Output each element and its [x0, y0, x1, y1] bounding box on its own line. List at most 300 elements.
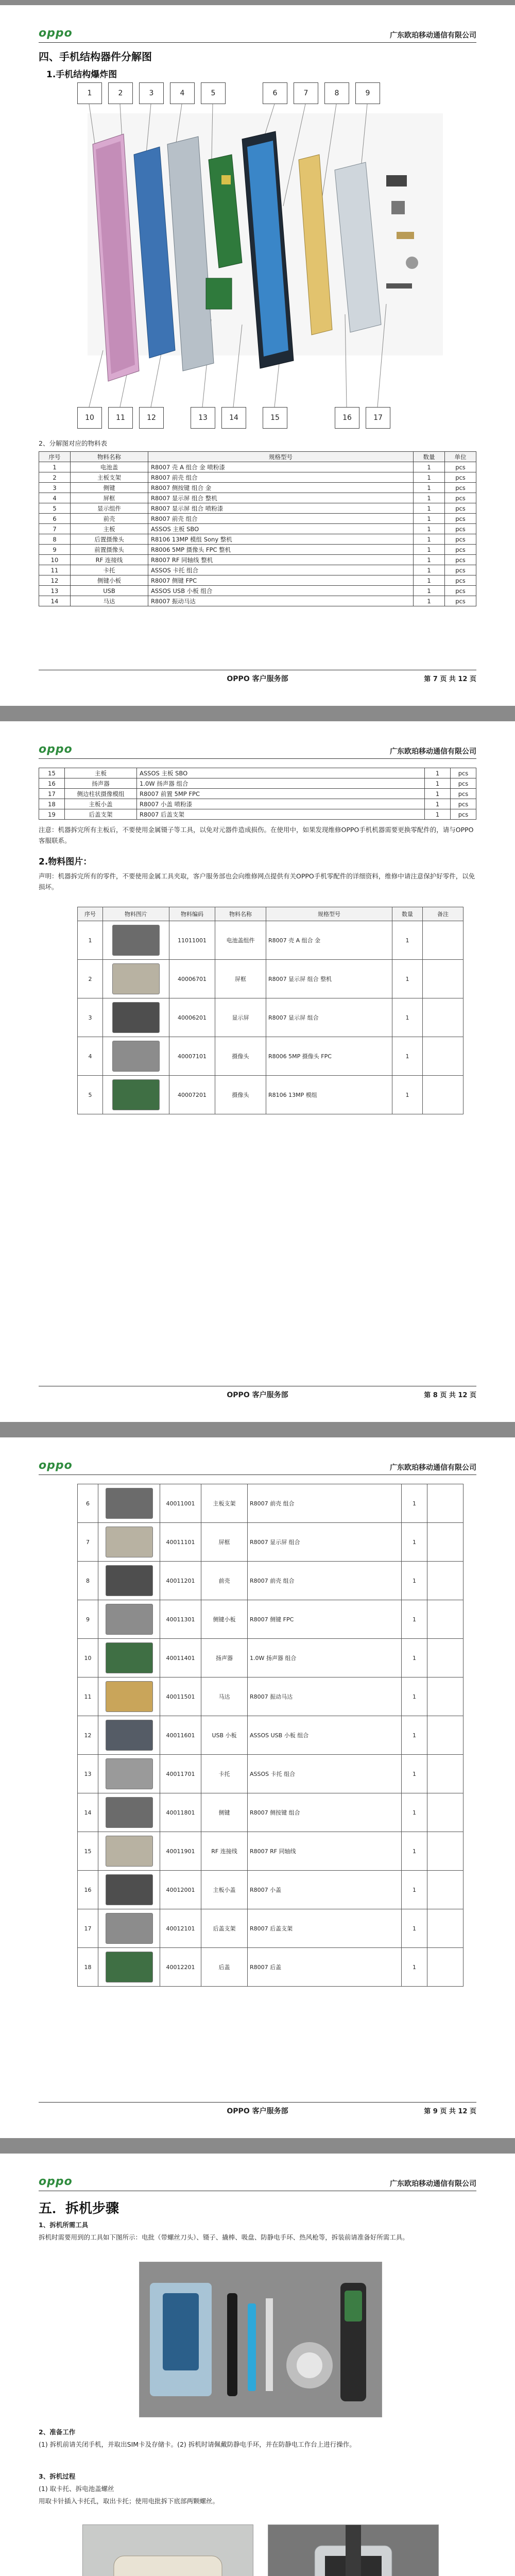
table-cell: 8	[78, 1562, 98, 1600]
page-footer	[39, 2102, 476, 2115]
table-cell: R8106 13MP 模组	[266, 1076, 392, 1114]
table-row	[39, 555, 476, 565]
part-image-cell	[98, 1523, 160, 1562]
parts-table-body	[39, 768, 476, 820]
table-cell: R8007 RF 同轴线	[248, 1832, 402, 1871]
table-row	[39, 789, 476, 799]
page-header	[39, 741, 476, 759]
part-image-cell	[98, 1639, 160, 1677]
table-cell: USB 小板	[201, 1716, 248, 1755]
page-footer	[39, 670, 476, 683]
step-subtitle: (1) 取卡托、拆电池盖螺丝	[39, 2485, 114, 2493]
table-row	[78, 1793, 464, 1832]
callout-15: 15	[263, 407, 287, 429]
part-thumbnail	[112, 1041, 160, 1072]
parts-picture-table-continued	[77, 1484, 464, 1987]
table-cell: 1	[402, 1832, 427, 1871]
part-image-cell	[98, 1755, 160, 1793]
table-cell: 1	[402, 1677, 427, 1716]
step-title: 1、拆机所需工具	[39, 2221, 89, 2229]
table-cell	[423, 921, 464, 960]
table-cell: 1	[414, 493, 445, 503]
table-row	[39, 493, 476, 503]
step-text: (1) 拆机前请关闭手机，并取出SIM卡及存储卡。(2) 拆机时请佩戴防静电手环，并在防静电工作台上进行操作。	[39, 2441, 356, 2448]
tools-photo	[139, 2262, 382, 2417]
part-thumbnail	[106, 1604, 153, 1635]
table-cell: 1	[414, 534, 445, 545]
table-cell: 18	[39, 799, 65, 809]
page-header	[39, 1457, 476, 1475]
table-cell: 40007101	[169, 1037, 215, 1076]
table-cell: 14	[39, 596, 71, 606]
part-thumbnail	[106, 1758, 153, 1789]
table-cell: 15	[39, 768, 65, 778]
part-thumbnail	[112, 1002, 160, 1033]
table-row	[78, 1871, 464, 1909]
part-image-cell	[98, 1484, 160, 1523]
table-cell: R8007 显示屏 组合	[266, 998, 392, 1037]
table-cell: 40007201	[169, 1076, 215, 1114]
table-cell: pcs	[445, 565, 476, 575]
table-cell: 显示组件	[71, 503, 148, 514]
table-cell: 40006701	[169, 960, 215, 998]
table-cell: 前置摄像头	[71, 545, 148, 555]
exploded-view-figure	[77, 82, 448, 433]
table-cell: pcs	[451, 789, 476, 799]
page-header	[39, 2173, 476, 2191]
table-row	[78, 998, 464, 1037]
document-page-7	[0, 5, 515, 706]
table-row	[39, 586, 476, 596]
parts-table	[39, 451, 476, 606]
col-header: 规格型号	[266, 907, 392, 921]
subsection-title: 2.物料图片：	[39, 857, 92, 867]
callout-9: 9	[355, 82, 380, 104]
table-row	[39, 596, 476, 606]
table-cell: 后盖支架	[201, 1909, 248, 1948]
table-cell: 19	[39, 809, 65, 820]
table-cell: 4	[78, 1037, 103, 1076]
section-title: 四、手机结构器件分解图	[39, 50, 152, 63]
table-cell: 11011001	[169, 921, 215, 960]
table-cell: R8106 13MP 模组 Sony 整机	[148, 534, 414, 545]
table-cell: 1	[402, 1716, 427, 1755]
table-cell	[423, 998, 464, 1037]
table-cell: 1	[402, 1600, 427, 1639]
callout-16: 16	[335, 407, 359, 429]
company-name: 广东欧珀移动通信有限公司	[390, 31, 476, 40]
table-cell	[427, 1523, 464, 1562]
table-cell: R8007 小盖	[248, 1871, 402, 1909]
table-cell: 6	[39, 514, 71, 524]
callout-17: 17	[366, 407, 390, 429]
table-cell: 40006201	[169, 998, 215, 1037]
table-cell: 1	[402, 1562, 427, 1600]
table-row	[39, 799, 476, 809]
table-cell: 15	[78, 1832, 98, 1871]
table-cell: R8007 侧键 FPC	[248, 1600, 402, 1639]
picture-table-body	[78, 921, 464, 1114]
table-cell: 主板	[65, 768, 137, 778]
table-cell: pcs	[445, 493, 476, 503]
part-thumbnail	[112, 1079, 160, 1110]
table-row	[78, 1755, 464, 1793]
table-cell: 16	[78, 1871, 98, 1909]
table-cell: 屏框	[201, 1523, 248, 1562]
table-cell: 1	[414, 555, 445, 565]
table-cell: 40011901	[160, 1832, 201, 1871]
table-cell: 1	[414, 472, 445, 483]
table-cell: 5	[78, 1076, 103, 1114]
table-cell	[427, 1639, 464, 1677]
table-row	[39, 503, 476, 514]
sim-tray-photo	[82, 2524, 253, 2576]
table-cell: 9	[39, 545, 71, 555]
part-thumbnail	[106, 1797, 153, 1828]
callout-3: 3	[139, 82, 164, 104]
table-cell: 1	[414, 575, 445, 586]
callout-8: 8	[324, 82, 349, 104]
table-cell: 电池盖组件	[215, 921, 266, 960]
table-cell	[427, 1484, 464, 1523]
document-page-10	[0, 2154, 515, 2576]
table-cell: pcs	[445, 503, 476, 514]
col-header: 序号	[78, 907, 103, 921]
col-header: 数量	[414, 452, 445, 462]
table-row	[39, 545, 476, 555]
table-cell: 侧键	[201, 1793, 248, 1832]
table-cell: 扬声器	[65, 778, 137, 789]
table-cell: pcs	[451, 768, 476, 778]
table-cell: 1	[414, 503, 445, 514]
table-row	[78, 1677, 464, 1716]
callout-2: 2	[108, 82, 133, 104]
table-row	[39, 565, 476, 575]
table-cell: 9	[78, 1600, 98, 1639]
table-cell: 1	[392, 998, 423, 1037]
part-image-cell	[98, 1793, 160, 1832]
table-row	[39, 462, 476, 472]
table-row	[78, 921, 464, 960]
table-cell: ASSOS USB 小板 组合	[148, 586, 414, 596]
col-header: 物料名称	[71, 452, 148, 462]
col-header: 物料图片	[103, 907, 169, 921]
table-cell: pcs	[445, 462, 476, 472]
table-cell: 1	[392, 960, 423, 998]
part-image-cell	[98, 1562, 160, 1600]
footer-doc-title: OPPO 客户服务部	[227, 675, 288, 683]
callout-14: 14	[221, 407, 246, 429]
table-header-row	[78, 907, 464, 921]
table-cell: pcs	[445, 555, 476, 565]
part-image-cell	[98, 1832, 160, 1871]
part-thumbnail	[106, 1527, 153, 1557]
document-page-9	[0, 1437, 515, 2138]
table-cell	[427, 1755, 464, 1793]
table-cell: 7	[39, 524, 71, 534]
table-cell: R8007 壳 A 组合 金	[266, 921, 392, 960]
table-cell: 10	[39, 555, 71, 565]
table-cell: 前壳	[71, 514, 148, 524]
table-row	[78, 1832, 464, 1871]
table-cell: 1	[402, 1523, 427, 1562]
part-image-cell	[98, 1909, 160, 1948]
table-cell: 40011401	[160, 1639, 201, 1677]
table-cell: 6	[78, 1484, 98, 1523]
part-thumbnail	[112, 963, 160, 994]
section-title: 五．拆机步骤	[39, 2201, 119, 2216]
callout-7: 7	[294, 82, 318, 104]
table-header-row	[39, 452, 476, 462]
table-cell: ASSOS 主板 SBO	[148, 524, 414, 534]
table-cell: 1	[425, 778, 451, 789]
col-header: 数量	[392, 907, 423, 921]
table-cell: 17	[78, 1909, 98, 1948]
table-row	[78, 960, 464, 998]
part-thumbnail	[106, 1565, 153, 1596]
screw-removal-photo	[268, 2524, 439, 2576]
table-cell: R8007 RF 同轴线 整机	[148, 555, 414, 565]
table-cell: 40011001	[160, 1484, 201, 1523]
table-cell: 1	[78, 921, 103, 960]
tools-illustration	[140, 2262, 382, 2417]
table-cell: 10	[78, 1639, 98, 1677]
table-cell: 屏框	[71, 493, 148, 503]
part-image-cell	[98, 1871, 160, 1909]
table-row	[39, 575, 476, 586]
table-cell: 18	[78, 1948, 98, 1987]
table-cell: R8007 振动马达	[148, 596, 414, 606]
table-cell: 11	[78, 1677, 98, 1716]
table-cell: 8	[39, 534, 71, 545]
table-cell: ASSOS USB 小板 组合	[248, 1716, 402, 1755]
table-cell: 11	[39, 565, 71, 575]
parts-list-caption: 2、分解图对应的物料表	[39, 439, 107, 447]
col-header: 物料名称	[215, 907, 266, 921]
parts-table-body	[39, 462, 476, 606]
table-cell	[427, 1909, 464, 1948]
step-text: 用取卡针插入卡托孔，取出卡托；使用电批拆下底部两颗螺丝。	[39, 2497, 219, 2505]
company-name: 广东欧珀移动通信有限公司	[390, 2180, 476, 2188]
oppo-logo: oppo	[39, 743, 73, 756]
table-cell: R8006 5MP 摄像头 FPC 整机	[148, 545, 414, 555]
callout-10: 10	[77, 407, 102, 429]
table-cell: RF 连接线	[71, 555, 148, 565]
table-cell: 侧键小板	[71, 575, 148, 586]
screw-removal-illustration	[268, 2525, 438, 2576]
table-cell: 13	[39, 586, 71, 596]
table-cell: R8007 振动马达	[248, 1677, 402, 1716]
table-cell: 1	[425, 799, 451, 809]
step-title: 3、拆机过程	[39, 2472, 76, 2480]
table-row	[39, 534, 476, 545]
table-cell	[423, 1037, 464, 1076]
table-row	[78, 1909, 464, 1948]
callout-12: 12	[139, 407, 164, 429]
callout-5: 5	[201, 82, 226, 104]
table-cell: USB	[71, 586, 148, 596]
table-row	[78, 1562, 464, 1600]
table-cell: 40012201	[160, 1948, 201, 1987]
part-thumbnail	[106, 1836, 153, 1867]
col-header: 单位	[445, 452, 476, 462]
table-cell: 1	[402, 1484, 427, 1523]
col-header: 物料编码	[169, 907, 215, 921]
table-cell: 2	[39, 472, 71, 483]
table-cell: 40011801	[160, 1793, 201, 1832]
table-cell: 16	[39, 778, 65, 789]
col-header: 规格型号	[148, 452, 414, 462]
exploded-view-diagram	[77, 82, 448, 433]
table-cell: 40011101	[160, 1523, 201, 1562]
table-cell	[427, 1832, 464, 1871]
page-footer	[39, 1386, 476, 1399]
document-page-8	[0, 721, 515, 1422]
part-image-cell	[103, 960, 169, 998]
table-cell: RF 连接线	[201, 1832, 248, 1871]
parts-picture-table	[77, 907, 464, 1114]
part-image-cell	[103, 921, 169, 960]
page-number: 第 8 页 共 12 页	[424, 1392, 476, 1399]
table-cell: 40011701	[160, 1755, 201, 1793]
table-row	[78, 1639, 464, 1677]
part-image-cell	[98, 1677, 160, 1716]
table-row	[39, 524, 476, 534]
table-cell	[427, 1793, 464, 1832]
table-cell: 马达	[71, 596, 148, 606]
table-cell: 1.0W 扬声器 组合	[137, 778, 425, 789]
table-cell: R8007 侧按键 组合	[248, 1793, 402, 1832]
table-cell: R8007 后盖支架	[137, 809, 425, 820]
table-cell: R8007 前壳 组合	[248, 1562, 402, 1600]
footer-doc-title: OPPO 客户服务部	[227, 2107, 288, 2115]
table-cell: 40012001	[160, 1871, 201, 1909]
table-cell	[427, 1716, 464, 1755]
table-cell: 1	[392, 1037, 423, 1076]
table-row	[78, 1484, 464, 1523]
table-row	[39, 472, 476, 483]
table-cell: 1	[402, 1948, 427, 1987]
table-cell: 3	[39, 483, 71, 493]
table-cell	[423, 960, 464, 998]
company-name: 广东欧珀移动通信有限公司	[390, 1464, 476, 1472]
table-cell: 4	[39, 493, 71, 503]
table-cell	[427, 1600, 464, 1639]
table-cell: 摄像头	[215, 1037, 266, 1076]
step-text: 拆机时需要用到的工具如下图所示：电批（带螺丝刀头）、镊子、撬棒、吸盘、防静电手环、热风枪等，拆装前请准备好所需工具。	[39, 2233, 409, 2241]
callout-1: 1	[77, 82, 102, 104]
parts-table-continued	[39, 768, 476, 820]
table-cell: pcs	[451, 799, 476, 809]
table-cell: 1	[425, 809, 451, 820]
table-cell: 12	[39, 575, 71, 586]
callout-4: 4	[170, 82, 195, 104]
table-cell: 40011201	[160, 1562, 201, 1600]
step-title: 2、准备工作	[39, 2428, 76, 2436]
table-cell: 12	[78, 1716, 98, 1755]
table-cell: R8007 壳 A 组合 金 喷粉漆	[148, 462, 414, 472]
page-header	[39, 25, 476, 43]
part-image-cell	[103, 1037, 169, 1076]
table-cell	[427, 1562, 464, 1600]
table-cell: 40011301	[160, 1600, 201, 1639]
col-header: 备注	[423, 907, 464, 921]
table-cell: 1	[414, 565, 445, 575]
table-cell: 1	[402, 1639, 427, 1677]
table-row	[78, 1600, 464, 1639]
table-cell: R8007 后盖支架	[248, 1909, 402, 1948]
table-cell: 2	[78, 960, 103, 998]
table-cell: 1.0W 扬声器 组合	[248, 1639, 402, 1677]
table-cell: 1	[425, 789, 451, 799]
part-thumbnail	[106, 1913, 153, 1944]
table-cell: 1	[402, 1909, 427, 1948]
table-cell: R8007 小盖 喷粉漆	[137, 799, 425, 809]
table-cell: 主板小盖	[201, 1871, 248, 1909]
table-cell: 13	[78, 1755, 98, 1793]
part-image-cell	[98, 1600, 160, 1639]
table-cell: 3	[78, 998, 103, 1037]
table-cell: pcs	[451, 778, 476, 789]
table-cell: 1	[414, 545, 445, 555]
table-cell: 摄像头	[215, 1076, 266, 1114]
table-cell: R8007 显示屏 组合	[248, 1523, 402, 1562]
table-cell: R8006 5MP 摄像头 FPC	[266, 1037, 392, 1076]
table-cell: 后盖支架	[65, 809, 137, 820]
table-cell: R8007 前壳 组合	[148, 514, 414, 524]
part-thumbnail	[106, 1681, 153, 1712]
table-row	[78, 1076, 464, 1114]
part-image-cell	[98, 1948, 160, 1987]
note-paragraph: 注意：机器拆完所有主板后，不要使用金属镊子等工具，以免对元器件造成损伤。在使用中，如果发现维修OPPO手机机器需要更换零配件的，请与OPPO客服联系。	[39, 826, 474, 844]
table-cell: 40012101	[160, 1909, 201, 1948]
table-cell: pcs	[445, 575, 476, 586]
table-cell: 屏框	[215, 960, 266, 998]
table-cell: 马达	[201, 1677, 248, 1716]
table-cell: 主板小盖	[65, 799, 137, 809]
page-number: 第 7 页 共 12 页	[424, 675, 476, 683]
table-row	[78, 1716, 464, 1755]
table-cell	[427, 1677, 464, 1716]
table-cell: R8007 前置 5MP FPC	[137, 789, 425, 799]
table-cell: 1	[402, 1871, 427, 1909]
table-cell: 1	[402, 1793, 427, 1832]
table-row	[39, 768, 476, 778]
callout-6: 6	[263, 82, 287, 104]
table-cell: 主板支架	[71, 472, 148, 483]
table-cell: 前壳	[201, 1562, 248, 1600]
sim-tray-illustration	[83, 2525, 253, 2576]
table-cell: pcs	[445, 586, 476, 596]
table-cell	[427, 1871, 464, 1909]
table-cell: 7	[78, 1523, 98, 1562]
table-cell: R8007 前壳 组合	[148, 472, 414, 483]
table-cell: 5	[39, 503, 71, 514]
callout-11: 11	[108, 407, 133, 429]
oppo-logo: oppo	[39, 2175, 73, 2188]
table-cell: 40011501	[160, 1677, 201, 1716]
table-row	[78, 1523, 464, 1562]
table-cell: 1	[414, 514, 445, 524]
table-cell: 1	[402, 1755, 427, 1793]
table-cell: 1	[39, 462, 71, 472]
table-cell: 主板支架	[201, 1484, 248, 1523]
table-cell: R8007 侧按键 组合 金	[148, 483, 414, 493]
table-cell: 14	[78, 1793, 98, 1832]
table-cell: 1	[392, 1076, 423, 1114]
table-cell: 卡托	[71, 565, 148, 575]
company-name: 广东欧珀移动通信有限公司	[390, 748, 476, 756]
